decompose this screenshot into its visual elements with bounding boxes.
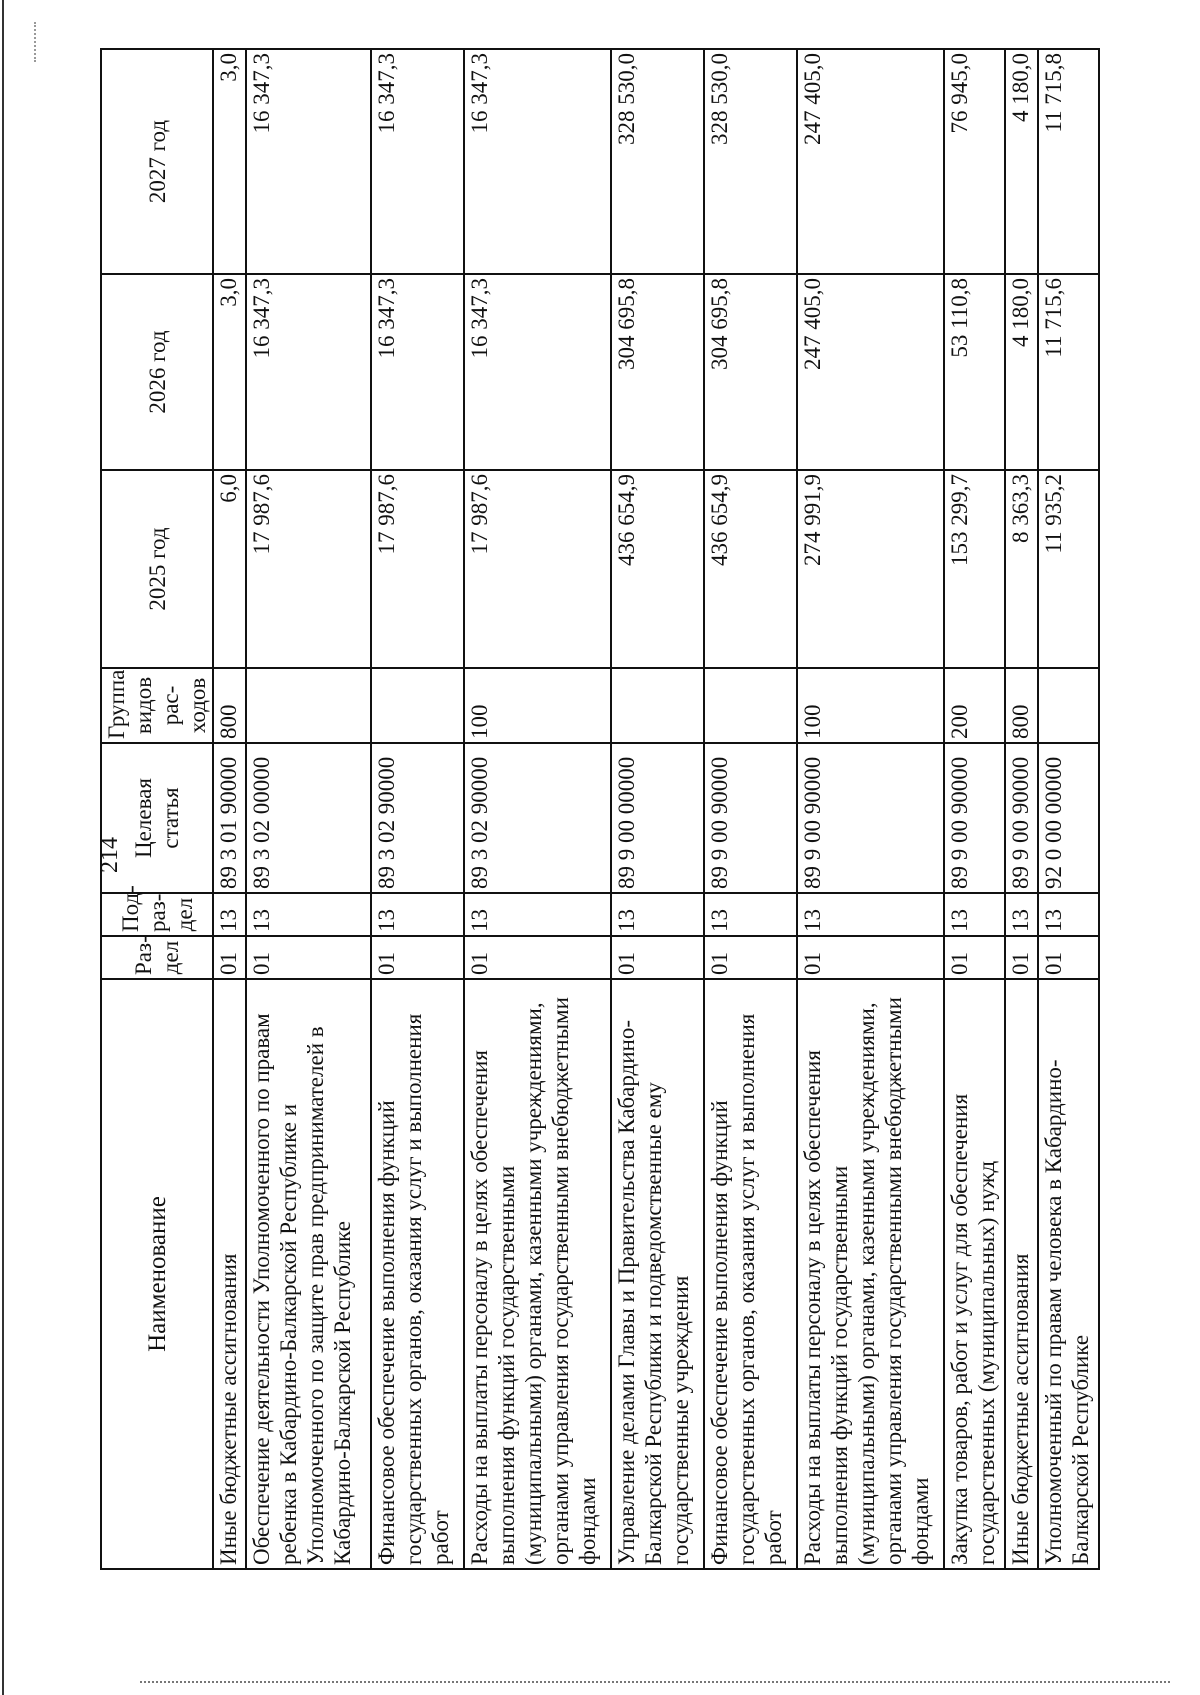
cell-2026: 16 347,3 bbox=[464, 274, 611, 470]
cell-subsection: 13 bbox=[944, 893, 1005, 936]
cell-2026: 247 405,0 bbox=[797, 274, 944, 470]
table-row bbox=[213, 49, 246, 1569]
cell-name: Закупка товаров, работ и услуг для обеспечения государственных (муниципальных) нужд bbox=[944, 979, 1005, 1569]
cell-section: 01 bbox=[1038, 936, 1099, 979]
cell-2025: 436 654,9 bbox=[704, 470, 797, 668]
table-row bbox=[611, 49, 704, 1569]
cell-target: 89 3 02 00000 bbox=[246, 743, 371, 893]
cell-group bbox=[611, 668, 704, 743]
header-name: Наименование bbox=[101, 979, 213, 1569]
header-row bbox=[101, 49, 213, 1569]
scan-artifact-bottom bbox=[140, 1681, 1170, 1686]
header-2027: 2027 год bbox=[101, 49, 213, 274]
cell-group bbox=[1038, 668, 1099, 743]
cell-target: 89 9 00 90000 bbox=[797, 743, 944, 893]
cell-target: 92 0 00 00000 bbox=[1038, 743, 1099, 893]
cell-2026: 4 180,0 bbox=[1005, 274, 1038, 470]
header-subsection: Под-раз-дел bbox=[101, 893, 213, 936]
cell-subsection: 13 bbox=[797, 893, 944, 936]
cell-group: 100 bbox=[797, 668, 944, 743]
cell-2025: 274 991,9 bbox=[797, 470, 944, 668]
cell-2026: 53 110,8 bbox=[944, 274, 1005, 470]
table-row bbox=[944, 49, 1005, 1569]
cell-2027: 11 715,8 bbox=[1038, 49, 1099, 274]
table-row bbox=[246, 49, 371, 1569]
cell-2025: 17 987,6 bbox=[371, 470, 464, 668]
table-row bbox=[704, 49, 797, 1569]
cell-section: 01 bbox=[464, 936, 611, 979]
cell-2027: 3,0 bbox=[213, 49, 246, 274]
cell-2027: 16 347,3 bbox=[464, 49, 611, 274]
cell-group bbox=[371, 668, 464, 743]
scan-edge-line bbox=[2, 0, 4, 1695]
cell-2025: 17 987,6 bbox=[246, 470, 371, 668]
cell-subsection: 13 bbox=[1005, 893, 1038, 936]
cell-subsection: 13 bbox=[1038, 893, 1099, 936]
cell-name: Финансовое обеспечение выполнения функций государственных органов, оказания услуг и выполнения работ bbox=[371, 979, 464, 1569]
cell-section: 01 bbox=[1005, 936, 1038, 979]
cell-name: Уполномоченный по правам человека в Кабардино-Балкарской Республике bbox=[1038, 979, 1099, 1569]
cell-section: 01 bbox=[944, 936, 1005, 979]
cell-section: 01 bbox=[797, 936, 944, 979]
cell-subsection: 13 bbox=[213, 893, 246, 936]
cell-2025: 436 654,9 bbox=[611, 470, 704, 668]
cell-section: 01 bbox=[246, 936, 371, 979]
cell-2025: 8 363,3 bbox=[1005, 470, 1038, 668]
cell-2025: 11 935,2 bbox=[1038, 470, 1099, 668]
cell-2026: 16 347,3 bbox=[371, 274, 464, 470]
cell-2026: 3,0 bbox=[213, 274, 246, 470]
cell-section: 01 bbox=[611, 936, 704, 979]
table-row bbox=[371, 49, 464, 1569]
cell-group bbox=[704, 668, 797, 743]
header-2026: 2026 год bbox=[101, 274, 213, 470]
cell-name: Расходы на выплаты персоналу в целях обеспечения выполнения функций государственными (муниципальными) органами, казенными учреждениями, органами управления государственными внебюджетными фондами bbox=[464, 979, 611, 1569]
cell-target: 89 3 02 90000 bbox=[464, 743, 611, 893]
cell-2027: 247 405,0 bbox=[797, 49, 944, 274]
cell-group: 100 bbox=[464, 668, 611, 743]
cell-subsection: 13 bbox=[611, 893, 704, 936]
cell-2026: 11 715,6 bbox=[1038, 274, 1099, 470]
cell-2027: 328 530,0 bbox=[704, 49, 797, 274]
header-section: Раз-дел bbox=[101, 936, 213, 979]
cell-2027: 4 180,0 bbox=[1005, 49, 1038, 274]
cell-2026: 304 695,8 bbox=[611, 274, 704, 470]
cell-target: 89 3 02 90000 bbox=[371, 743, 464, 893]
header-group: Группа видов рас-ходов bbox=[101, 668, 213, 743]
cell-group: 800 bbox=[1005, 668, 1038, 743]
cell-subsection: 13 bbox=[246, 893, 371, 936]
table-row bbox=[464, 49, 611, 1569]
cell-section: 01 bbox=[213, 936, 246, 979]
cell-target: 89 3 01 90000 bbox=[213, 743, 246, 893]
cell-section: 01 bbox=[371, 936, 464, 979]
cell-subsection: 13 bbox=[464, 893, 611, 936]
cell-2026: 16 347,3 bbox=[246, 274, 371, 470]
table-row bbox=[1038, 49, 1099, 1569]
cell-name: Управление делами Главы и Правительства Кабардино-Балкарской Республики и подведомственные ему государственные учреждения bbox=[611, 979, 704, 1569]
cell-section: 01 bbox=[704, 936, 797, 979]
cell-name: Расходы на выплаты персоналу в целях обеспечения выполнения функций государственными (муниципальными) органами, казенными учреждениями, органами управления государственными внебюджетными фондами bbox=[797, 979, 944, 1569]
cell-group: 800 bbox=[213, 668, 246, 743]
cell-subsection: 13 bbox=[371, 893, 464, 936]
rotated-table-container bbox=[100, 50, 1100, 1570]
cell-name: Финансовое обеспечение выполнения функций государственных органов, оказания услуг и выполнения работ bbox=[704, 979, 797, 1569]
cell-subsection: 13 bbox=[704, 893, 797, 936]
table-row bbox=[797, 49, 944, 1569]
cell-2027: 76 945,0 bbox=[944, 49, 1005, 274]
cell-target: 89 9 00 90000 bbox=[944, 743, 1005, 893]
page-number: 214 bbox=[97, 837, 123, 873]
cell-target: 89 9 00 90000 bbox=[704, 743, 797, 893]
cell-target: 89 9 00 00000 bbox=[611, 743, 704, 893]
cell-group bbox=[246, 668, 371, 743]
cell-name: Иные бюджетные ассигнования bbox=[1005, 979, 1038, 1569]
scan-artifact-top bbox=[34, 22, 40, 62]
table-row bbox=[1005, 49, 1038, 1569]
cell-name: Обеспечение деятельности Уполномоченного по правам ребенка в Кабардино-Балкарской Республике и Уполномоченного по защите прав предпринимателей в Кабардино-Балкарской Республике bbox=[246, 979, 371, 1569]
cell-2027: 16 347,3 bbox=[371, 49, 464, 274]
cell-2027: 16 347,3 bbox=[246, 49, 371, 274]
cell-2027: 328 530,0 bbox=[611, 49, 704, 274]
table-body bbox=[213, 49, 1099, 1569]
header-2025: 2025 год bbox=[101, 470, 213, 668]
cell-2025: 153 299,7 bbox=[944, 470, 1005, 668]
cell-target: 89 9 00 90000 bbox=[1005, 743, 1038, 893]
cell-2026: 304 695,8 bbox=[704, 274, 797, 470]
budget-table bbox=[100, 48, 1100, 1570]
cell-name: Иные бюджетные ассигнования bbox=[213, 979, 246, 1569]
cell-2025: 17 987,6 bbox=[464, 470, 611, 668]
cell-group: 200 bbox=[944, 668, 1005, 743]
cell-2025: 6,0 bbox=[213, 470, 246, 668]
header-target: Целевая статья bbox=[101, 743, 213, 893]
